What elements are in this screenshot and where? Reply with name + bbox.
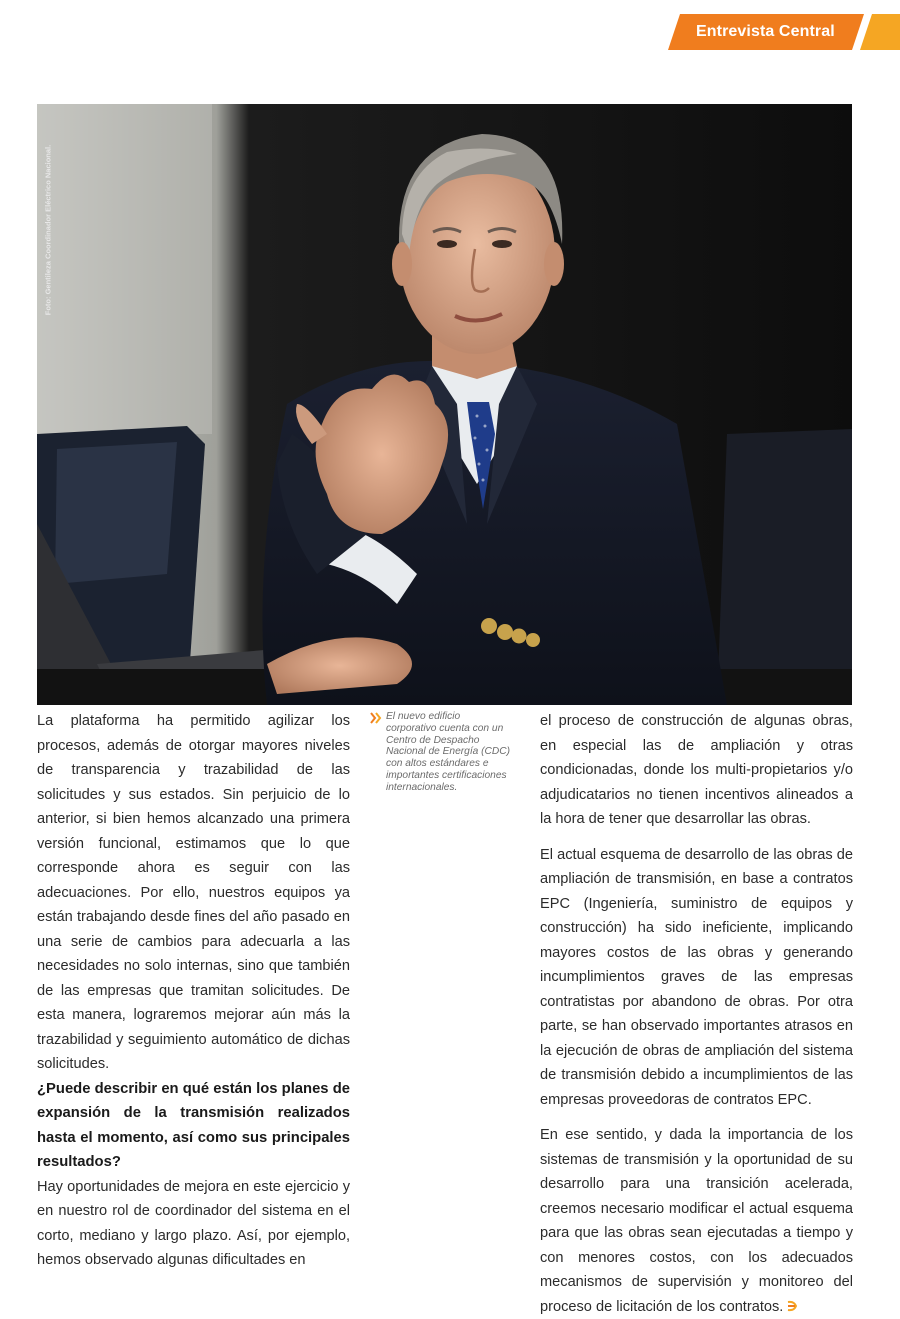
photo-credit-text: Foto: Gentileza Coordinador Eléctrico Nacional. bbox=[43, 144, 53, 316]
double-chevron-right-icon bbox=[370, 712, 382, 724]
interview-question: ¿Puede describir en qué están los planes de expansión de la transmisión realizados hasta el momento, así como sus principales resultados? bbox=[37, 1080, 350, 1170]
right-paragraph-3-wrapper bbox=[540, 1123, 853, 1319]
right-column bbox=[540, 709, 853, 1319]
intro-paragraph: La plataforma ha permitido agilizar los procesos, además de otorgar mayores niveles de transparencia y trazabilidad de las solicitudes y sus estados. Sin perjuicio de lo anterior, si bien hemos alcanzado una primera versión funcional, estimamos que lo que corresponde ahora es seguir con las adecuaciones. Por ello, nuestros equipos ya están trabajando desde fines del año pasado en una serie de cambios para adecuarla a las necesidades no solo internas, sino que también de las empresas que tramitan solicitudes. De esta manera, lograremos mejorar aún más la trazabilidad y seguimiento automático de dichas solicitudes. bbox=[37, 713, 350, 1072]
section-tab bbox=[668, 14, 900, 50]
photo-credit bbox=[38, 144, 58, 316]
right-paragraph-3: En ese sentido, y dada la importancia de los sistemas de transmisión y la oportunidad de su desarrollo para una transición acelerada, creemos necesario modificar el actual esquema para que las obras sean ejecutadas a tiempo y con menores costos, con los adecuados mecanismos de supervisión y monitoreo del proceso de licitación de los contratos. bbox=[540, 1127, 853, 1315]
interview-photo bbox=[37, 104, 852, 705]
right-paragraph-2: El actual esquema de desarrollo de las obras de ampliación de transmisión, en base a contratos EPC (Ingeniería, suministro de equipos y construcción) ha sido ineficiente, implicando mayores costos de las obras y generando incumplimientos graves de las empresas contratistas por abandono de obras. Por otra parte, se han observado importantes atrasos en la ejecución de obras de ampliación del sistema de transmisión debido a incumplimientos de las empresas proveedoras de contratos EPC. bbox=[540, 846, 853, 1108]
left-column bbox=[37, 709, 350, 1273]
end-of-article-icon bbox=[786, 1300, 800, 1312]
right-paragraph-1: el proceso de construcción de algunas obras, en especial las de ampliación y otras condicionadas, donde los multi-propietarios y/o adjudicatarios no tienen incentivos alineados a la hora de tener que desarrollar las obras. bbox=[540, 713, 853, 827]
portrait-illustration bbox=[37, 104, 852, 705]
caption-text: El nuevo edificio corporativo cuenta con un Centro de Despacho Nacional de Energía (CDC) con altos estándares e importantes certificaciones internacionales. bbox=[386, 711, 511, 793]
interview-answer: Hay oportunidades de mejora en este ejercicio y en nuestro rol de coordinador del sistema en el corto, mediano y largo plazo. Así, por ejemplo, hemos observado algunas dificultades en bbox=[37, 1178, 350, 1268]
section-label: Entrevista Central bbox=[696, 23, 835, 40]
